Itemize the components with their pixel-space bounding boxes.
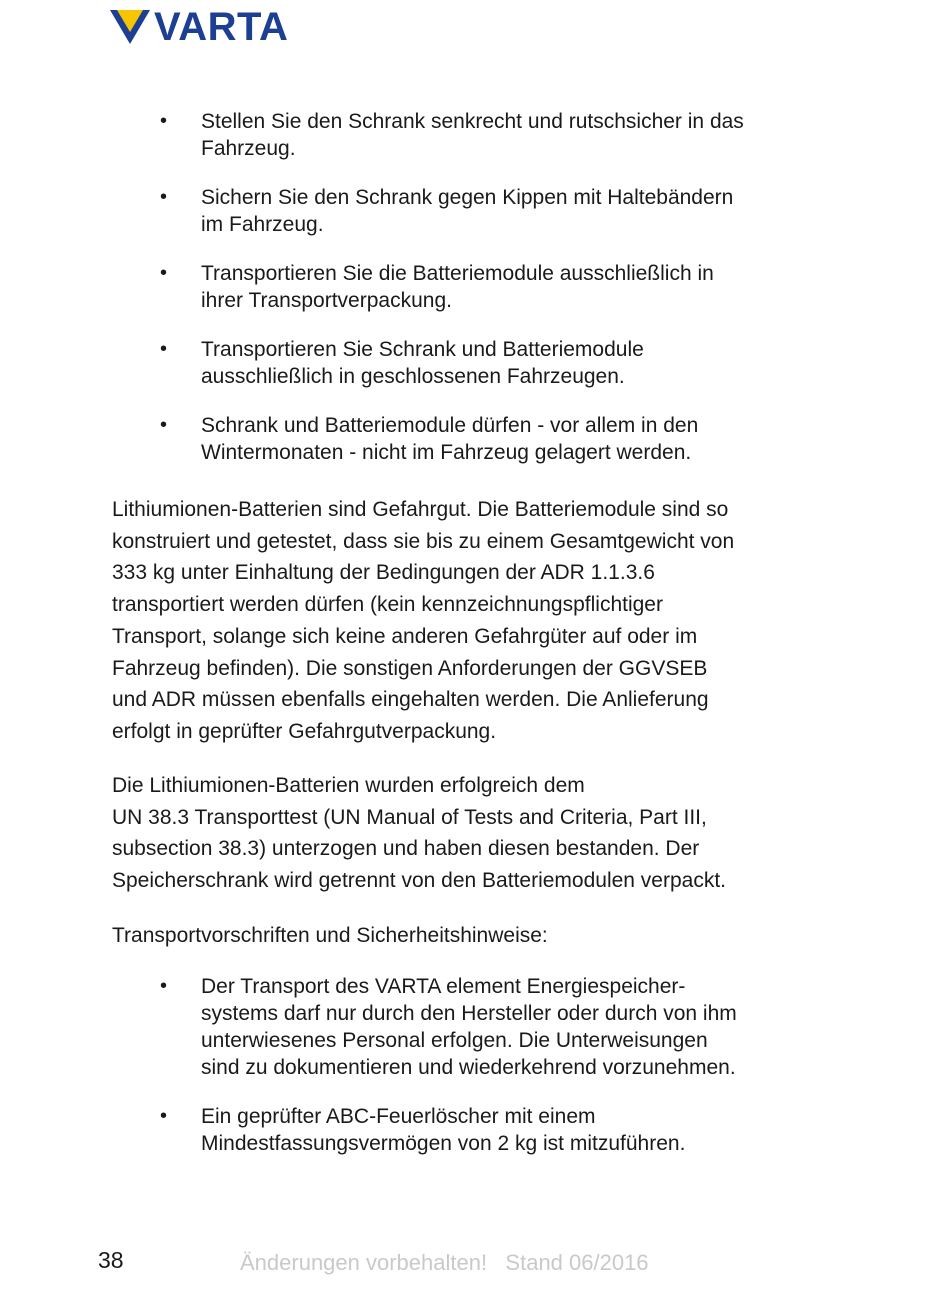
- regulations-heading: [112, 920, 802, 952]
- text-line: Mindestfassungsvermögen von 2 kg ist mitzuführen.: [201, 1132, 686, 1155]
- text-line: unterwiesenes Personal erfolgen. Die Unterweisungen: [201, 1029, 708, 1052]
- list-item-text: [201, 412, 791, 466]
- text-line: systems darf nur durch den Hersteller oder durch von ihm: [201, 1002, 737, 1025]
- text-line: Transportvorschriften und Sicherheitshinweise:: [112, 924, 548, 947]
- text-line: Die Lithiumionen-Batterien wurden erfolgreich dem: [112, 774, 585, 797]
- safety-instructions-list: [0, 973, 950, 1179]
- text-line: Stellen Sie den Schrank senkrecht und rutschsicher in das: [201, 110, 744, 133]
- text-line: und ADR müssen ebenfalls eingehalten werden. Die Anlieferung: [112, 688, 709, 712]
- bullet-icon: •: [160, 338, 168, 360]
- text-line: Sichern Sie den Schrank gegen Kippen mit Haltebändern: [201, 186, 734, 209]
- footer-note: Änderungen vorbehalten! Stand 06/2016: [240, 1250, 649, 1275]
- bullet-icon: •: [160, 186, 168, 208]
- list-item-text: [201, 260, 791, 314]
- text-line: Lithiumionen-Batterien sind Gefahrgut. Die Batteriemodule sind so: [112, 498, 729, 521]
- bullet-icon: •: [160, 1105, 168, 1127]
- text-line: Transportieren Sie Schrank und Batteriemodule: [201, 338, 644, 361]
- text-line: Speicherschrank wird getrennt von den Batteriemodulen verpackt.: [112, 869, 727, 893]
- logo-wordmark: VARTA: [154, 5, 289, 49]
- bullet-icon: •: [160, 110, 168, 132]
- bullet-icon: •: [160, 975, 168, 997]
- list-item-text: [201, 1103, 791, 1157]
- varta-logo: [110, 5, 289, 49]
- list-item-text: [201, 108, 791, 162]
- list-item: [0, 108, 791, 162]
- text-line: Ein geprüfter ABC-Feuerlöscher mit einem: [201, 1105, 596, 1128]
- un383-test-paragraph: [112, 770, 802, 897]
- list-item: [0, 336, 791, 390]
- list-item-text: [201, 973, 791, 1081]
- text-line: 333 kg unter Einhaltung der Bedingungen der ADR 1.1.3.6: [112, 561, 655, 585]
- dangerous-goods-paragraph: [112, 494, 802, 748]
- text-line: Transportieren Sie die Batteriemodule ausschließlich in: [201, 262, 714, 285]
- transport-instructions-list: [0, 108, 950, 488]
- text-line: subsection 38.3) unterzogen und haben diesen bestanden. Der: [112, 837, 700, 861]
- text-line: ausschließlich in geschlossenen Fahrzeugen.: [201, 365, 625, 388]
- text-line: im Fahrzeug.: [201, 213, 324, 236]
- list-item: [0, 1103, 791, 1157]
- text-line: Fahrzeug.: [201, 137, 296, 160]
- list-item: [0, 412, 791, 466]
- text-line: Der Transport des VARTA element Energiespeicher-: [201, 975, 686, 998]
- text-line: Wintermonaten - nicht im Fahrzeug gelagert werden.: [201, 441, 692, 464]
- list-item: [0, 260, 791, 314]
- text-line: ihrer Transportverpackung.: [201, 289, 452, 312]
- text-line: transportiert werden dürfen (kein kennzeichnungspflichtiger: [112, 593, 663, 617]
- bullet-icon: •: [160, 414, 168, 436]
- text-line: erfolgt in geprüfter Gefahrgutverpackung.: [112, 719, 497, 743]
- bullet-icon: •: [160, 262, 168, 284]
- text-line: UN 38.3 Transporttest (UN Manual of Tests and Criteria, Part III,: [112, 805, 707, 829]
- list-item: [0, 973, 791, 1081]
- list-item: [0, 184, 791, 238]
- text-line: Fahrzeug befinden). Die sonstigen Anforderungen der GGVSEB: [112, 656, 708, 680]
- text-line: konstruiert und getestet, dass sie bis zu einem Gesamtgewicht von: [112, 529, 735, 553]
- page-number: 38: [98, 1247, 124, 1273]
- list-item-text: [201, 336, 791, 390]
- text-line: Schrank und Batteriemodule dürfen - vor allem in den: [201, 414, 699, 437]
- text-line: sind zu dokumentieren und wiederkehrend vorzunehmen.: [201, 1056, 736, 1079]
- varta-logo-icon: [110, 10, 150, 44]
- list-item-text: [201, 184, 791, 238]
- text-line: Transport, solange sich keine anderen Gefahrgüter auf oder im: [112, 624, 698, 648]
